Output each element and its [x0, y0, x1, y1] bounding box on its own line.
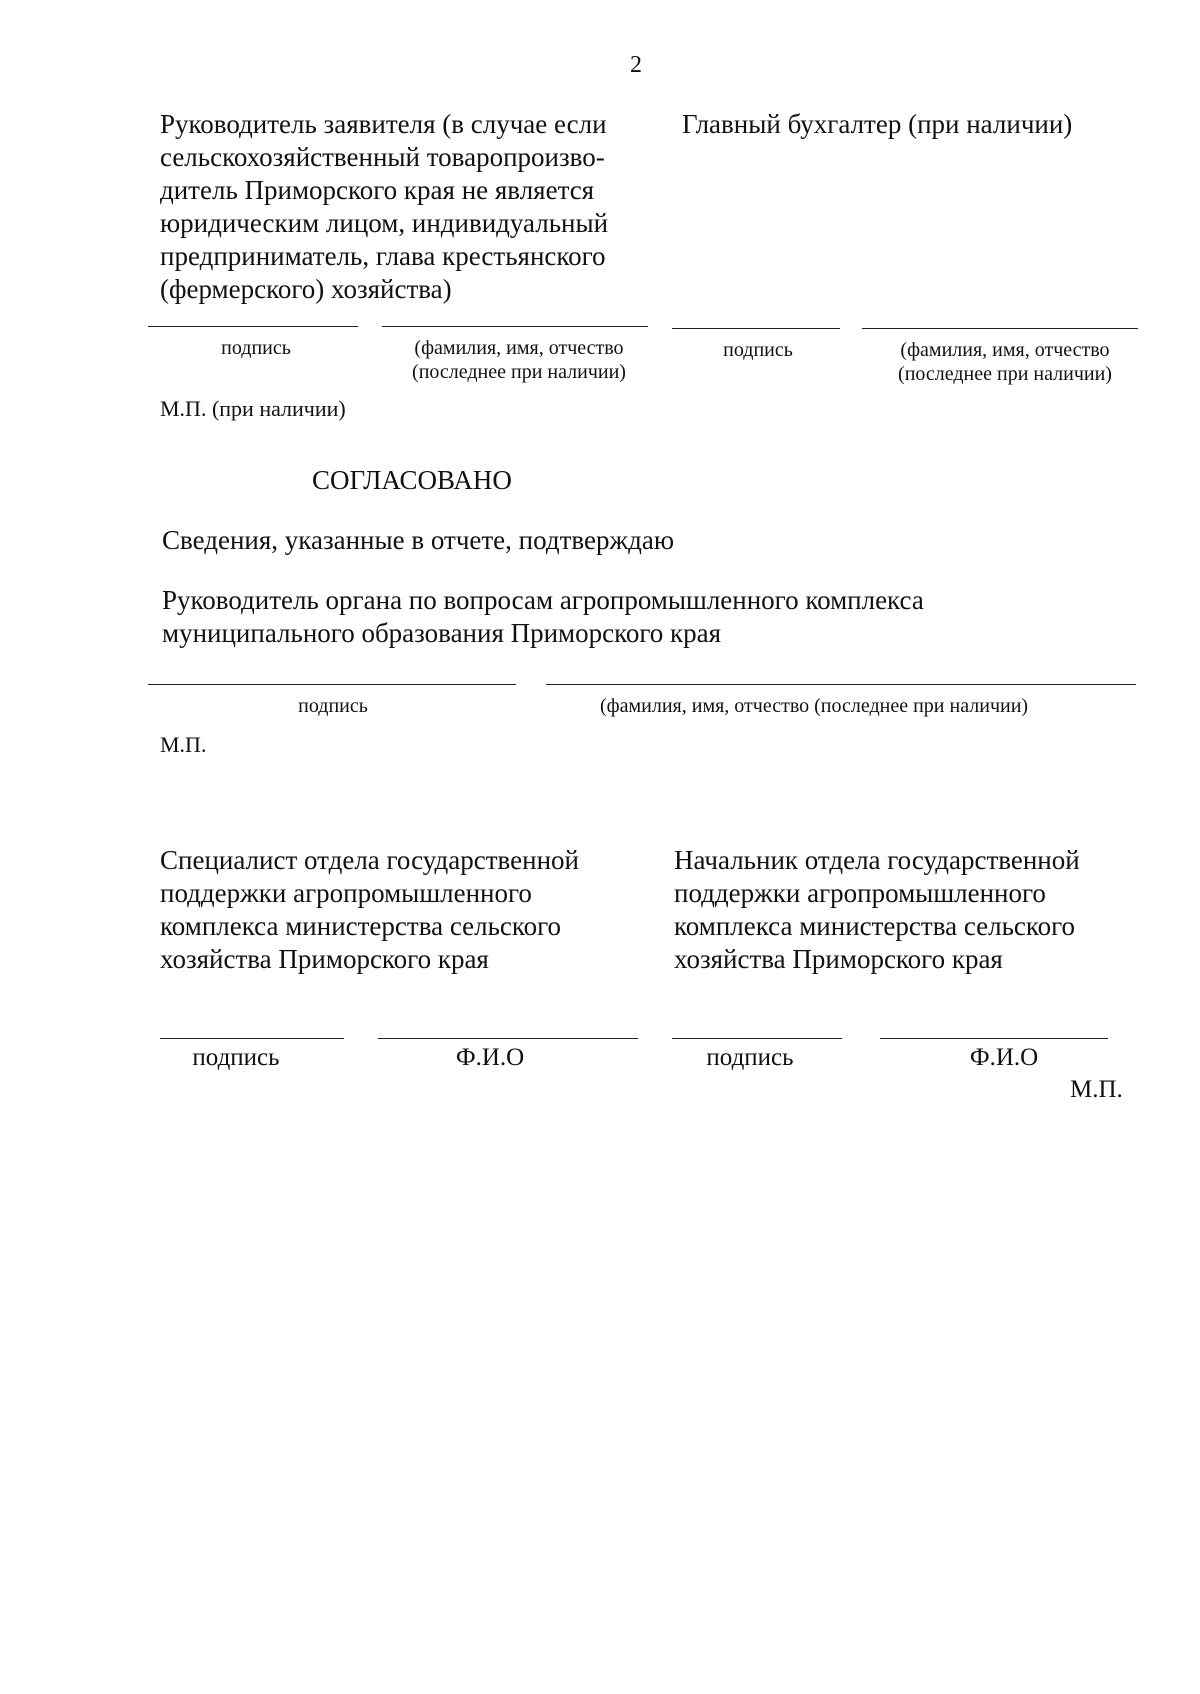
page-number: 2 [630, 52, 642, 78]
specialist-signature-caption: подпись [192, 1044, 280, 1071]
applicant-signature-line [148, 326, 358, 327]
chief-signature-line [672, 1038, 842, 1039]
applicant-name-line [382, 326, 648, 327]
agency-head-line: Руководитель органа по вопросам агропромышленного комплекса [162, 585, 924, 615]
chief-title [674, 844, 1154, 976]
chief-signature-caption: подпись [706, 1044, 794, 1071]
applicant-signature-caption: подпись [221, 337, 291, 359]
agency-name-line [546, 684, 1136, 685]
applicant-head-line: Руководитель заявителя (в случае если [160, 109, 607, 139]
stamp-note-ministry: М.П. [1070, 1076, 1123, 1103]
agency-head-title [162, 584, 1062, 650]
caption-line: (фамилия, имя, отчество [414, 337, 624, 359]
chief-name-caption: Ф.И.О [969, 1044, 1039, 1071]
specialist-line: комплекса министерства сельского [160, 911, 562, 941]
applicant-head-line: сельскохозяйственный товаропроизво- [160, 142, 605, 172]
caption-line: (последнее при наличии) [898, 363, 1112, 385]
chief-line: Начальник отдела государственной [674, 845, 1080, 875]
agency-signature-line [148, 684, 516, 685]
chief-line: хозяйства Приморского края [674, 944, 1003, 974]
chief-name-line [880, 1038, 1108, 1039]
chief-accountant-title: Главный бухгалтер (при наличии) [682, 109, 1073, 139]
specialist-line: Специалист отдела государственной [160, 845, 579, 875]
chief-line: поддержки агропромышленного [674, 878, 1046, 908]
agency-head-line: муниципального образования Приморского края [162, 618, 722, 648]
stamp-note-top: М.П. (при наличии) [160, 396, 346, 421]
agency-name-caption: (фамилия, имя, отчество (последнее при наличии) [600, 695, 1029, 717]
specialist-line: хозяйства Приморского края [160, 944, 489, 974]
agency-signature-caption: подпись [298, 695, 368, 717]
accountant-signature-line [672, 328, 840, 329]
stamp-note-approval: М.П. [160, 732, 207, 757]
accountant-name-line [862, 328, 1138, 329]
approval-heading: СОГЛАСОВАНО [312, 465, 512, 495]
applicant-head-line: юридическим лицом, индивидуальный [160, 208, 609, 238]
applicant-head-title [160, 108, 650, 306]
specialist-signature-line [160, 1038, 344, 1039]
specialist-name-caption: Ф.И.О [455, 1044, 525, 1071]
applicant-name-caption [386, 336, 652, 384]
specialist-title [160, 844, 650, 976]
applicant-head-line: дитель Приморского края не является [160, 175, 595, 205]
applicant-head-line: предприниматель, глава крестьянского [160, 241, 606, 271]
specialist-name-line [378, 1038, 638, 1039]
chief-line: комплекса министерства сельского [674, 911, 1076, 941]
caption-line: (последнее при наличии) [412, 361, 626, 383]
accountant-signature-caption: подпись [723, 339, 793, 361]
specialist-line: поддержки агропромышленного [160, 878, 532, 908]
confirmation-text: Сведения, указанные в отчете, подтверждаю [162, 525, 674, 555]
applicant-head-line: (фермерского) хозяйства) [160, 274, 452, 304]
caption-line: (фамилия, имя, отчество [900, 339, 1110, 361]
accountant-name-caption [870, 338, 1140, 386]
